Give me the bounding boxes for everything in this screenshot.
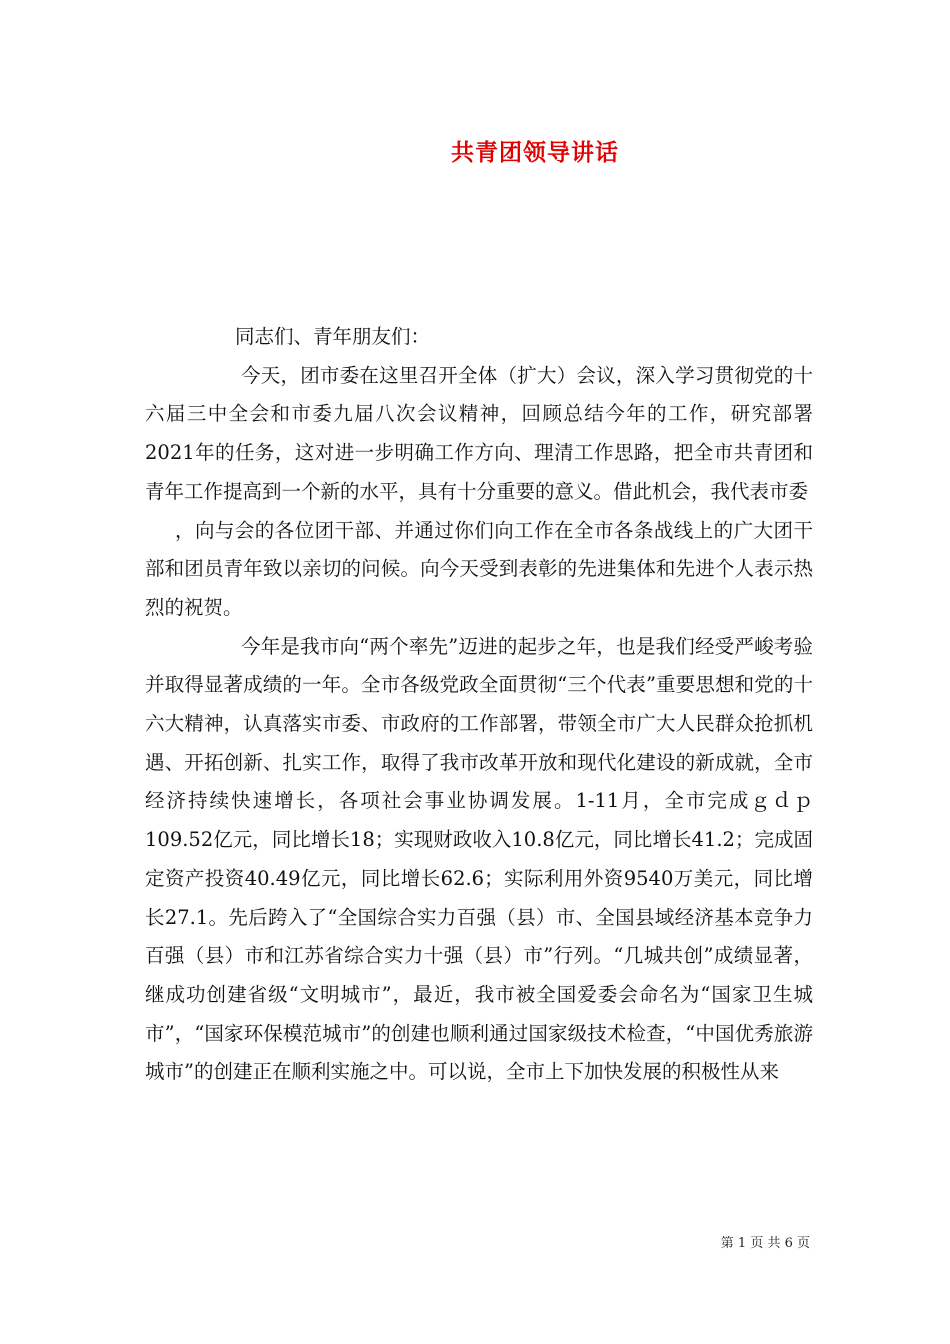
salutation: 同志们、青年朋友们：: [235, 325, 431, 348]
paragraph-1: 今天，团市委在这里召开全体（扩大）会议，深入学习贯彻党的十六届三中全会和市委九届八次会议精神，回顾总结今年的工作，研究部署2021年的任务，这对进一步明确工作方向、理清工作思路，把全市共青团和青年工作提高到一个新的水平，具有十分重要的意义。借此机会，我代表市委: [145, 363, 813, 503]
page-number: 第 1 页 共 6 页: [720, 1236, 810, 1251]
document-body: [145, 318, 813, 1092]
paragraph-3: 今年是我市向“两个率先”迈进的起步之年，也是我们经受严峻考验并取得显著成绩的一年。全市各级党政全面贯彻“三个代表”重要思想和党的十六大精神，认真落实市委、市政府的工作部署，带领全市广大人民群众抢抓机遇、开拓创新、扎实工作，取得了我市改革开放和现代化建设的新成就，全市经济持续快速增长，各项社会事业协调发展。1-11月，全市完成ｇｄｐ109.52亿元，同比增长18；实现财政收入10.8亿元，同比增长41.2；完成固定资产投资40.49亿元，同比增长62.6；实际利用外资9540万美元，同比增长27.1。先后跨入了“全国综合实力百强（县）市、全国县域经济基本竞争力百强（县）市和江苏省综合实力十强（县）市”行列。“几城共创”成绩显著，继成功创建省级“文明城市”，最近，我市被全国爱委会命名为“国家卫生城市”，“国家环保模范城市”的创建也顺利通过国家级技术检查，“中国优秀旅游城市”的创建正在顺利实施之中。可以说，全市上下加快发展的积极性从来: [145, 634, 813, 1084]
paragraph-2: ，向与会的各位团干部、并通过你们向工作在全市各条战线上的广大团干部和团员青年致以亲切的问候。向今天受到表彰的先进集体和先进个人表示热烈的祝贺。: [145, 518, 813, 619]
document-title: 共青团领导讲话: [451, 139, 619, 166]
